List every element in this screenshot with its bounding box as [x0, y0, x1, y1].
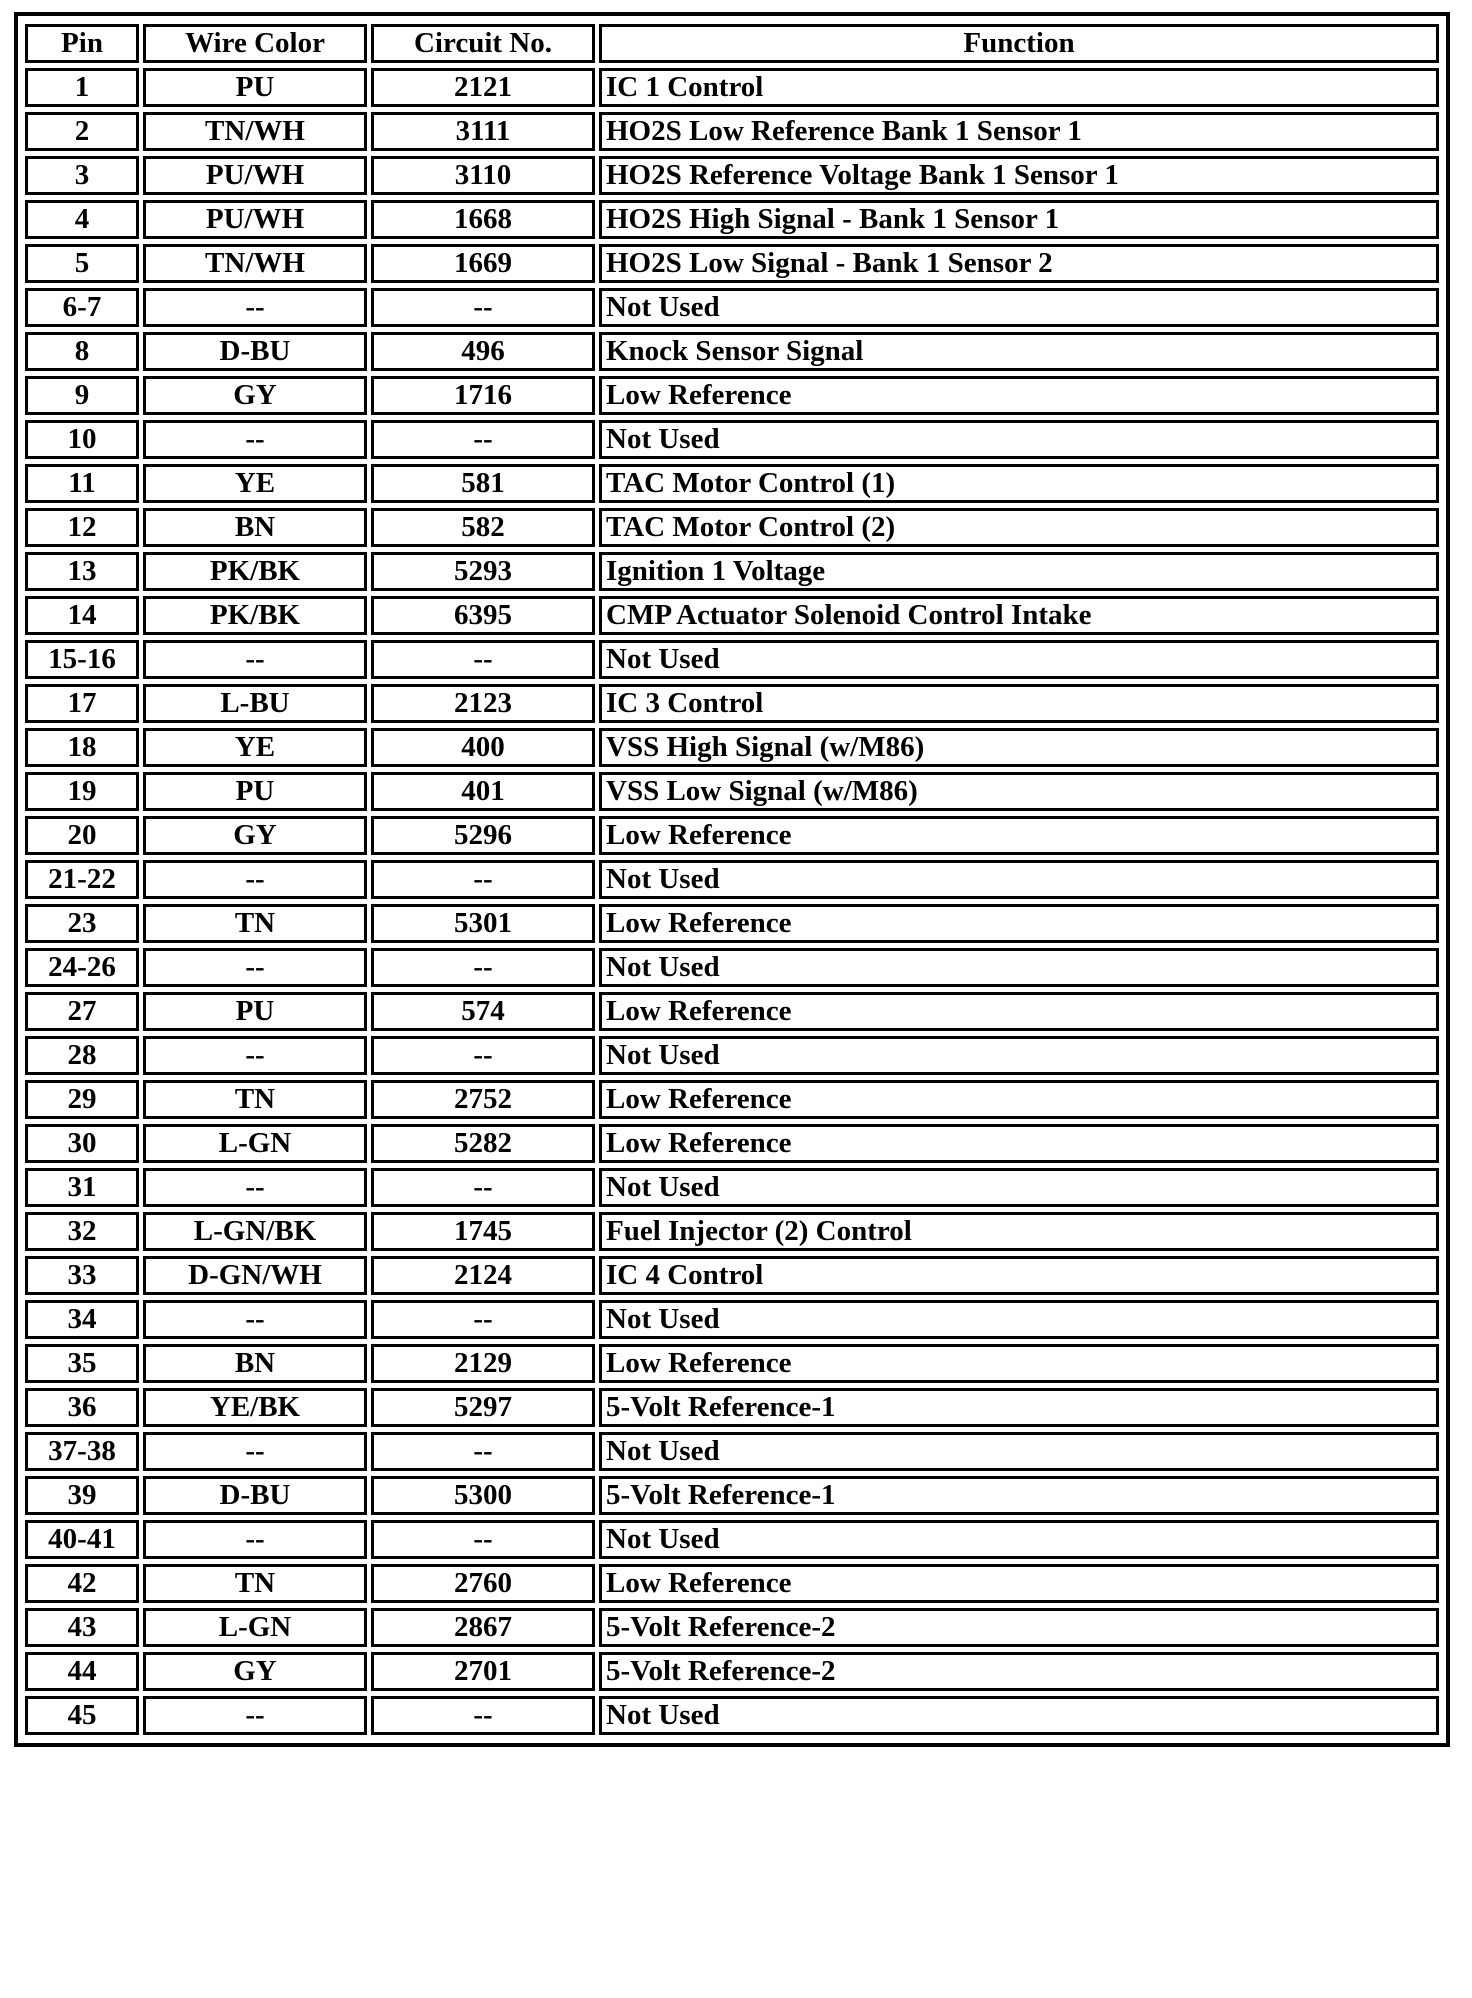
wire-color-cell: YE [143, 464, 367, 503]
wire-color-cell: D-BU [143, 332, 367, 371]
function-cell: Not Used [599, 948, 1439, 987]
function-cell: Not Used [599, 1696, 1439, 1735]
table-row [25, 464, 1439, 503]
pin-cell: 1 [25, 68, 139, 107]
pin-cell: 18 [25, 728, 139, 767]
wire-color-cell: -- [143, 1520, 367, 1559]
wire-color-cell: PU/WH [143, 200, 367, 239]
table-row [25, 1168, 1439, 1207]
column-header-function: Function [599, 24, 1439, 63]
pin-cell: 14 [25, 596, 139, 635]
circuit-number-cell: 5282 [371, 1124, 595, 1163]
table-row [25, 332, 1439, 371]
circuit-number-cell: 496 [371, 332, 595, 371]
pin-cell: 40-41 [25, 1520, 139, 1559]
pin-cell: 6-7 [25, 288, 139, 327]
table-row [25, 1388, 1439, 1427]
pin-cell: 9 [25, 376, 139, 415]
function-cell: Low Reference [599, 1564, 1439, 1603]
function-cell: Not Used [599, 420, 1439, 459]
table-row [25, 640, 1439, 679]
circuit-number-cell: 1745 [371, 1212, 595, 1251]
pin-cell: 17 [25, 684, 139, 723]
wire-color-cell: TN/WH [143, 244, 367, 283]
function-cell: Low Reference [599, 816, 1439, 855]
table-row [25, 376, 1439, 415]
circuit-number-cell: 400 [371, 728, 595, 767]
wire-color-cell: TN/WH [143, 112, 367, 151]
wire-color-cell: L-GN/BK [143, 1212, 367, 1251]
table-row [25, 684, 1439, 723]
table-row [25, 1212, 1439, 1251]
function-cell: Not Used [599, 1168, 1439, 1207]
wire-color-cell: GY [143, 1652, 367, 1691]
table-row [25, 1564, 1439, 1603]
pin-cell: 10 [25, 420, 139, 459]
pin-cell: 2 [25, 112, 139, 151]
table-row [25, 816, 1439, 855]
wire-color-cell: L-GN [143, 1124, 367, 1163]
function-cell: IC 1 Control [599, 68, 1439, 107]
circuit-number-cell: -- [371, 288, 595, 327]
wire-color-cell: TN [143, 1080, 367, 1119]
connector-pinout-table-frame [14, 12, 1450, 1747]
circuit-number-cell: 1716 [371, 376, 595, 415]
table-row [25, 1300, 1439, 1339]
wire-color-cell: YE/BK [143, 1388, 367, 1427]
wire-color-cell: -- [143, 1696, 367, 1735]
circuit-number-cell: -- [371, 420, 595, 459]
circuit-number-cell: 5301 [371, 904, 595, 943]
table-row [25, 1432, 1439, 1471]
wire-color-cell: -- [143, 1432, 367, 1471]
pin-cell: 39 [25, 1476, 139, 1515]
pin-cell: 4 [25, 200, 139, 239]
function-cell: CMP Actuator Solenoid Control Intake [599, 596, 1439, 635]
pin-cell: 21-22 [25, 860, 139, 899]
circuit-number-cell: -- [371, 1036, 595, 1075]
pin-cell: 27 [25, 992, 139, 1031]
wire-color-cell: -- [143, 1300, 367, 1339]
wire-color-cell: GY [143, 376, 367, 415]
table-body [25, 68, 1439, 1735]
pin-cell: 3 [25, 156, 139, 195]
function-cell: Not Used [599, 1520, 1439, 1559]
wire-color-cell: PU [143, 772, 367, 811]
pin-cell: 37-38 [25, 1432, 139, 1471]
function-cell: Fuel Injector (2) Control [599, 1212, 1439, 1251]
circuit-number-cell: 5296 [371, 816, 595, 855]
function-cell: TAC Motor Control (1) [599, 464, 1439, 503]
circuit-number-cell: 2701 [371, 1652, 595, 1691]
pin-cell: 32 [25, 1212, 139, 1251]
table-row [25, 948, 1439, 987]
wire-color-cell: PK/BK [143, 596, 367, 635]
pin-cell: 29 [25, 1080, 139, 1119]
pin-cell: 12 [25, 508, 139, 547]
table-row [25, 1476, 1439, 1515]
pin-cell: 8 [25, 332, 139, 371]
table-row [25, 772, 1439, 811]
pin-cell: 35 [25, 1344, 139, 1383]
function-cell: Not Used [599, 1036, 1439, 1075]
function-cell: VSS High Signal (w/M86) [599, 728, 1439, 767]
circuit-number-cell: -- [371, 1520, 595, 1559]
pin-cell: 31 [25, 1168, 139, 1207]
function-cell: Low Reference [599, 1344, 1439, 1383]
function-cell: Not Used [599, 1432, 1439, 1471]
circuit-number-cell: 581 [371, 464, 595, 503]
pin-cell: 30 [25, 1124, 139, 1163]
column-header-pin: Pin [25, 24, 139, 63]
function-cell: Low Reference [599, 904, 1439, 943]
pin-cell: 5 [25, 244, 139, 283]
pin-cell: 34 [25, 1300, 139, 1339]
circuit-number-cell: -- [371, 860, 595, 899]
circuit-number-cell: 1669 [371, 244, 595, 283]
wire-color-cell: -- [143, 288, 367, 327]
table-row [25, 156, 1439, 195]
function-cell: IC 4 Control [599, 1256, 1439, 1295]
function-cell: Not Used [599, 1300, 1439, 1339]
function-cell: HO2S Low Signal - Bank 1 Sensor 2 [599, 244, 1439, 283]
function-cell: TAC Motor Control (2) [599, 508, 1439, 547]
pin-cell: 33 [25, 1256, 139, 1295]
wire-color-cell: YE [143, 728, 367, 767]
wire-color-cell: -- [143, 860, 367, 899]
table-row [25, 200, 1439, 239]
table-row [25, 508, 1439, 547]
table-row [25, 1080, 1439, 1119]
table-row [25, 1696, 1439, 1735]
wire-color-cell: PK/BK [143, 552, 367, 591]
wire-color-cell: -- [143, 948, 367, 987]
table-row [25, 1036, 1439, 1075]
pin-cell: 45 [25, 1696, 139, 1735]
pin-cell: 42 [25, 1564, 139, 1603]
table-row [25, 244, 1439, 283]
table-row [25, 1520, 1439, 1559]
table-row [25, 68, 1439, 107]
function-cell: Low Reference [599, 992, 1439, 1031]
circuit-number-cell: 2752 [371, 1080, 595, 1119]
circuit-number-cell: 2867 [371, 1608, 595, 1647]
function-cell: Low Reference [599, 1080, 1439, 1119]
pin-cell: 19 [25, 772, 139, 811]
table-row [25, 904, 1439, 943]
wire-color-cell: PU [143, 992, 367, 1031]
wire-color-cell: D-BU [143, 1476, 367, 1515]
wire-color-cell: D-GN/WH [143, 1256, 367, 1295]
pin-cell: 15-16 [25, 640, 139, 679]
connector-pinout-table [21, 19, 1443, 1740]
function-cell: HO2S Reference Voltage Bank 1 Sensor 1 [599, 156, 1439, 195]
function-cell: VSS Low Signal (w/M86) [599, 772, 1439, 811]
pin-cell: 24-26 [25, 948, 139, 987]
column-header-circuit-number: Circuit No. [371, 24, 595, 63]
circuit-number-cell: -- [371, 640, 595, 679]
pin-cell: 13 [25, 552, 139, 591]
table-row [25, 1256, 1439, 1295]
pin-cell: 43 [25, 1608, 139, 1647]
function-cell: 5-Volt Reference-1 [599, 1388, 1439, 1427]
wire-color-cell: TN [143, 904, 367, 943]
function-cell: Low Reference [599, 1124, 1439, 1163]
circuit-number-cell: 3111 [371, 112, 595, 151]
pin-cell: 28 [25, 1036, 139, 1075]
circuit-number-cell: 6395 [371, 596, 595, 635]
table-row [25, 420, 1439, 459]
table-row [25, 1344, 1439, 1383]
table-row [25, 992, 1439, 1031]
function-cell: Ignition 1 Voltage [599, 552, 1439, 591]
wire-color-cell: BN [143, 508, 367, 547]
table-row [25, 1652, 1439, 1691]
function-cell: Low Reference [599, 376, 1439, 415]
function-cell: HO2S High Signal - Bank 1 Sensor 1 [599, 200, 1439, 239]
pin-cell: 36 [25, 1388, 139, 1427]
function-cell: IC 3 Control [599, 684, 1439, 723]
circuit-number-cell: 5293 [371, 552, 595, 591]
wire-color-cell: PU/WH [143, 156, 367, 195]
function-cell: Not Used [599, 288, 1439, 327]
table-row [25, 552, 1439, 591]
table-row [25, 1124, 1439, 1163]
wire-color-cell: -- [143, 640, 367, 679]
wire-color-cell: L-BU [143, 684, 367, 723]
function-cell: HO2S Low Reference Bank 1 Sensor 1 [599, 112, 1439, 151]
circuit-number-cell: 1668 [371, 200, 595, 239]
column-header-wire-color: Wire Color [143, 24, 367, 63]
function-cell: 5-Volt Reference-1 [599, 1476, 1439, 1515]
wire-color-cell: L-GN [143, 1608, 367, 1647]
wire-color-cell: GY [143, 816, 367, 855]
circuit-number-cell: 2123 [371, 684, 595, 723]
table-row [25, 112, 1439, 151]
circuit-number-cell: 2124 [371, 1256, 595, 1295]
wire-color-cell: PU [143, 68, 367, 107]
table-row [25, 860, 1439, 899]
circuit-number-cell: 2129 [371, 1344, 595, 1383]
table-row [25, 1608, 1439, 1647]
wire-color-cell: -- [143, 420, 367, 459]
circuit-number-cell: 3110 [371, 156, 595, 195]
circuit-number-cell: 5297 [371, 1388, 595, 1427]
function-cell: Not Used [599, 640, 1439, 679]
wire-color-cell: BN [143, 1344, 367, 1383]
table-header-row [25, 24, 1439, 63]
wire-color-cell: TN [143, 1564, 367, 1603]
circuit-number-cell: -- [371, 1696, 595, 1735]
circuit-number-cell: -- [371, 1300, 595, 1339]
circuit-number-cell: -- [371, 1432, 595, 1471]
wire-color-cell: -- [143, 1036, 367, 1075]
pin-cell: 44 [25, 1652, 139, 1691]
table-row [25, 728, 1439, 767]
function-cell: 5-Volt Reference-2 [599, 1608, 1439, 1647]
pin-cell: 23 [25, 904, 139, 943]
circuit-number-cell: 574 [371, 992, 595, 1031]
table-row [25, 288, 1439, 327]
circuit-number-cell: 2121 [371, 68, 595, 107]
pin-cell: 11 [25, 464, 139, 503]
circuit-number-cell: 582 [371, 508, 595, 547]
table-row [25, 596, 1439, 635]
wire-color-cell: -- [143, 1168, 367, 1207]
circuit-number-cell: 401 [371, 772, 595, 811]
function-cell: Not Used [599, 860, 1439, 899]
circuit-number-cell: 2760 [371, 1564, 595, 1603]
function-cell: 5-Volt Reference-2 [599, 1652, 1439, 1691]
circuit-number-cell: -- [371, 948, 595, 987]
circuit-number-cell: -- [371, 1168, 595, 1207]
pin-cell: 20 [25, 816, 139, 855]
function-cell: Knock Sensor Signal [599, 332, 1439, 371]
circuit-number-cell: 5300 [371, 1476, 595, 1515]
